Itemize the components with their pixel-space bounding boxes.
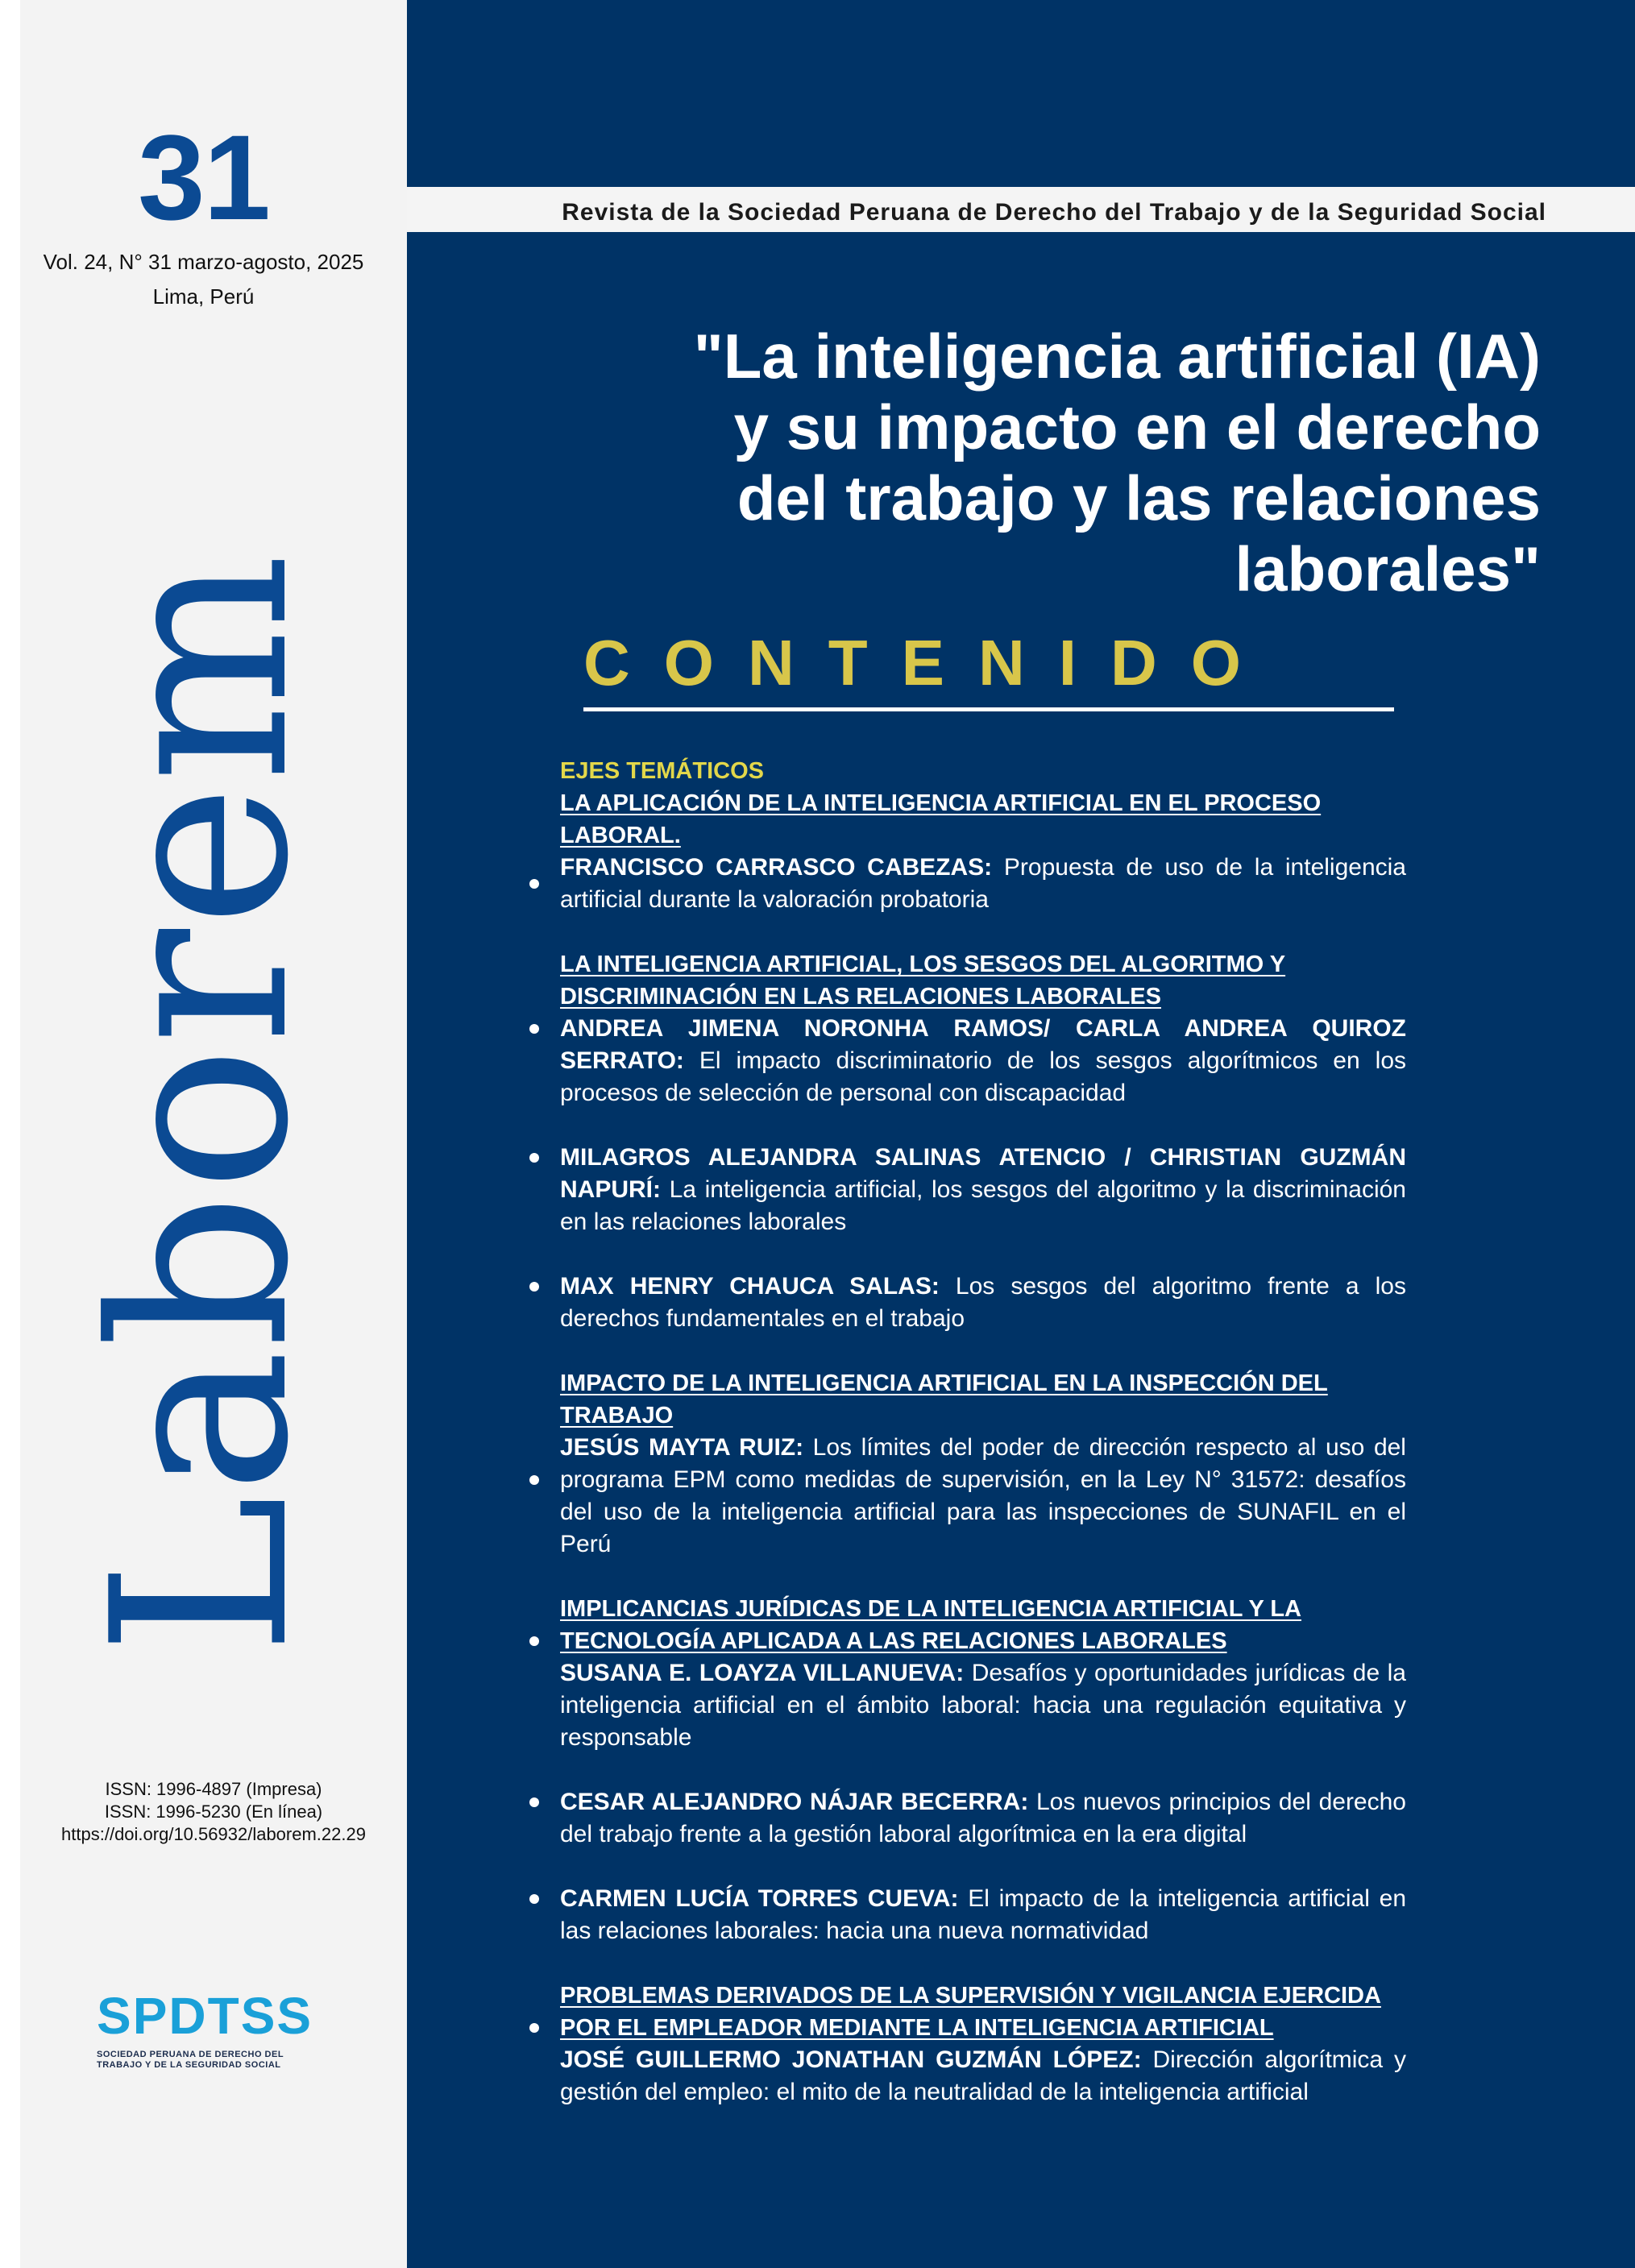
toc-section bbox=[560, 1593, 1406, 1947]
toc-section-heading[interactable]: LA APLICACIÓN DE LA INTELIGENCIA ARTIFICIAL EN EL PROCESO LABORAL. bbox=[560, 790, 1322, 848]
toc-section-heading[interactable]: PROBLEMAS DERIVADOS DE LA SUPERVISIÓN Y VIGILANCIA EJERCIDA POR EL EMPLEADOR MEDIANTE LA INTELIGENCIA ARTIFICIAL bbox=[560, 1983, 1381, 2041]
toc-entry-title: El impacto discriminatorio de los sesgos algorítmicos en los procesos de selección de personal con discapacidad bbox=[560, 1047, 1406, 1106]
bullet-icon bbox=[529, 879, 539, 889]
bullet-icon bbox=[529, 1797, 539, 1807]
city-line: Lima, Perú bbox=[152, 284, 255, 309]
masthead-wrapper bbox=[60, 516, 342, 1692]
journal-masthead: Laborem bbox=[60, 551, 342, 1656]
left-margin-strip bbox=[0, 0, 20, 2268]
toc-entry[interactable] bbox=[560, 1657, 1406, 1754]
volume-line: Vol. 24, N° 31 marzo-agosto, 2025 bbox=[43, 250, 364, 274]
contents-divider bbox=[583, 707, 1394, 711]
publisher-logo-name: SOCIEDAD PERUANA DE DERECHO DEL TRABAJO Y DE LA SEGURIDAD SOCIAL bbox=[97, 2050, 284, 2070]
journal-subtitle: Revista de la Sociedad Peruana de Derecho del Trabajo y de la Seguridad Social bbox=[562, 199, 1546, 226]
issue-number: 31 bbox=[138, 110, 269, 245]
toc-section bbox=[560, 787, 1406, 916]
toc-section-heading[interactable]: IMPLICANCIAS JURÍDICAS DE LA INTELIGENCIA ARTIFICIAL Y LA TECNOLOGÍA APLICADA A LAS RELACIONES LABORALES bbox=[560, 1596, 1301, 1654]
contents-heading: CONTENIDO bbox=[583, 627, 1275, 699]
issn-online: ISSN: 1996-5230 (En línea) bbox=[104, 1802, 323, 1822]
toc-section-heading[interactable]: LA INTELIGENCIA ARTIFICIAL, LOS SESGOS DEL ALGORITMO Y DISCRIMINACIÓN EN LAS RELACIONES LABORALES bbox=[560, 952, 1286, 1010]
toc-entry-author: MILAGROS ALEJANDRA SALINAS ATENCIO / CHRISTIAN GUZMÁN NAPURÍ: bbox=[560, 1144, 1406, 1203]
toc-entry[interactable] bbox=[560, 2044, 1406, 2108]
toc-entry-author: ANDREA JIMENA NORONHA RAMOS/ CARLA ANDREA QUIROZ SERRATO: bbox=[560, 1015, 1406, 1074]
bullet-icon bbox=[529, 2023, 539, 2033]
toc-entry-author: FRANCISCO CARRASCO CABEZAS: bbox=[560, 854, 1004, 881]
toc-entry-title: Los sesgos del algoritmo frente a los derechos fundamentales en el trabajo bbox=[560, 1273, 1406, 1332]
bullet-icon bbox=[529, 1475, 539, 1485]
doi-link[interactable]: https://doi.org/10.56932/laborem.22.29 bbox=[61, 1824, 366, 1844]
bullet-icon bbox=[529, 1894, 539, 1904]
toc-entry[interactable] bbox=[560, 1271, 1406, 1335]
toc-section bbox=[560, 1980, 1406, 2108]
toc-entry-author: MAX HENRY CHAUCA SALAS: bbox=[560, 1273, 956, 1300]
bullet-icon bbox=[529, 1636, 539, 1646]
toc-entry-author: CESAR ALEJANDRO NÁJAR BECERRA: bbox=[560, 1789, 1036, 1815]
top-navy-band bbox=[407, 0, 1635, 187]
bullet-icon bbox=[529, 1282, 539, 1292]
toc-entry-title: Propuesta de uso de la inteligencia artificial durante la valoración probatoria bbox=[560, 854, 1406, 913]
toc-entry-author: JOSÉ GUILLERMO JONATHAN GUZMÁN LÓPEZ: bbox=[560, 2046, 1153, 2073]
publisher-logo bbox=[97, 1987, 313, 2079]
toc-entry-title: Los nuevos principios del derecho del trabajo frente a la gestión laboral algorítmica en la era digital bbox=[560, 1789, 1406, 1847]
table-of-contents bbox=[560, 755, 1406, 2108]
publisher-logo-mark: SPDTSS bbox=[97, 1987, 313, 2045]
issn-print: ISSN: 1996-4897 (Impresa) bbox=[105, 1779, 322, 1799]
toc-entry[interactable] bbox=[560, 1883, 1406, 1947]
toc-entry-title: Desafíos y oportunidades jurídicas de la inteligencia artificial en el ámbito laboral: hacia una regulación equitativa y responsable bbox=[560, 1660, 1406, 1751]
toc-entry-title: El impacto de la inteligencia artificial en las relaciones laborales: hacia una nueva normatividad bbox=[560, 1885, 1406, 1944]
toc-section-heading[interactable]: IMPACTO DE LA INTELIGENCIA ARTIFICIAL EN LA INSPECCIÓN DEL TRABAJO bbox=[560, 1370, 1328, 1428]
toc-entry[interactable] bbox=[560, 1142, 1406, 1238]
toc-entry[interactable] bbox=[560, 1786, 1406, 1851]
toc-kicker: EJES TEMÁTICOS bbox=[560, 758, 764, 784]
bullet-icon bbox=[529, 1153, 539, 1163]
toc-entry-title: Dirección algorítmica y gestión del empleo: el mito de la neutralidad de la inteligencia artificial bbox=[560, 2046, 1406, 2105]
toc-entry[interactable] bbox=[560, 1013, 1406, 1109]
toc-entry-author: SUSANA E. LOAYZA VILLANUEVA: bbox=[560, 1660, 972, 1686]
issue-theme-title bbox=[483, 321, 1541, 604]
theme-title-line: y su impacto en el derecho bbox=[733, 392, 1541, 462]
toc-entry[interactable] bbox=[560, 1432, 1406, 1561]
identifiers-block bbox=[20, 1778, 407, 1846]
toc-entry-title: Los límites del poder de dirección respecto al uso del programa EPM como medidas de supervisión, en la Ley N° 31572: desafíos del uso de la inteligencia artificial para las inspecciones de SUNAFIL en el Perú bbox=[560, 1434, 1406, 1557]
toc-section bbox=[560, 948, 1406, 1335]
toc-entry-author: JESÚS MAYTA RUIZ: bbox=[560, 1434, 813, 1461]
toc-entry-author: CARMEN LUCÍA TORRES CUEVA: bbox=[560, 1885, 969, 1912]
theme-title-line: "La inteligencia artificial (IA) bbox=[693, 321, 1541, 392]
theme-title-line: del trabajo y las relaciones laborales" bbox=[737, 462, 1541, 604]
toc-entry-title: La inteligencia artificial, los sesgos del algoritmo y la discriminación en las relaciones laborales bbox=[560, 1176, 1406, 1235]
bullet-icon bbox=[529, 1024, 539, 1034]
toc-section bbox=[560, 1367, 1406, 1561]
toc-entry[interactable] bbox=[560, 852, 1406, 916]
